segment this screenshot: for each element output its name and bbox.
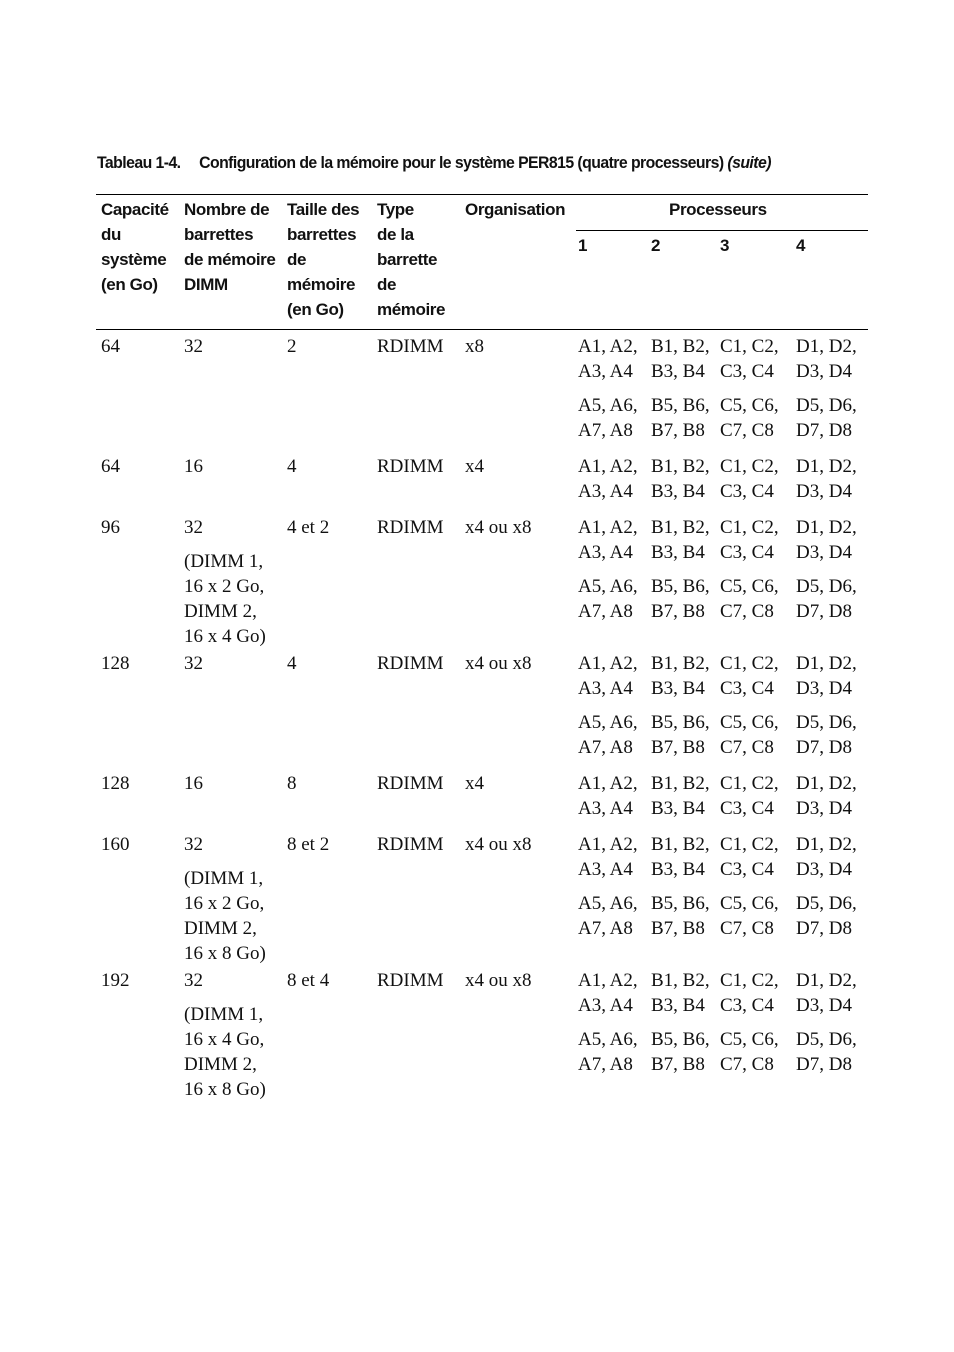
slot-cell-line: D3, D4 bbox=[796, 542, 852, 563]
cell-organisation: x4 ou x8 bbox=[465, 517, 532, 538]
slot-cell-line: D1, D2, bbox=[796, 653, 857, 674]
cell-type: RDIMM bbox=[377, 456, 444, 477]
slot-cell-line: B5, B6, bbox=[651, 712, 710, 733]
slot-cell-line: B3, B4 bbox=[651, 995, 705, 1016]
slot-cell-line: B1, B2, bbox=[651, 773, 710, 794]
slot-cell-line: D1, D2, bbox=[796, 456, 857, 477]
slot-cell-line: A3, A4 bbox=[578, 481, 633, 502]
header-processor-2: 2 bbox=[651, 236, 661, 255]
cell-nombre-line: 32 bbox=[184, 517, 203, 538]
slot-cell-line: D1, D2, bbox=[796, 834, 857, 855]
slot-cell-line: A7, A8 bbox=[578, 918, 633, 939]
cell-type: RDIMM bbox=[377, 834, 444, 855]
slot-cell-line: C3, C4 bbox=[720, 859, 774, 880]
header-capacite-line: (en Go) bbox=[101, 275, 158, 294]
header-processor-1: 1 bbox=[578, 236, 588, 255]
slot-cell-line: B3, B4 bbox=[651, 678, 705, 699]
header-bottom-rule bbox=[96, 329, 868, 330]
slot-cell-line: C5, C6, bbox=[720, 712, 779, 733]
slot-cell-line: C3, C4 bbox=[720, 678, 774, 699]
slot-cell-line: A7, A8 bbox=[578, 601, 633, 622]
slot-cell-line: A3, A4 bbox=[578, 859, 633, 880]
cell-capacite: 96 bbox=[101, 517, 120, 538]
slot-cell-line: A7, A8 bbox=[578, 420, 633, 441]
slot-cell-line: B1, B2, bbox=[651, 834, 710, 855]
slot-cell-line: A1, A2, bbox=[578, 336, 638, 357]
header-processeurs: Processeurs bbox=[669, 200, 767, 219]
cell-nombre-line: 16 x 4 Go) bbox=[184, 626, 266, 647]
slot-cell-line: C1, C2, bbox=[720, 336, 779, 357]
slot-cell-line: B1, B2, bbox=[651, 456, 710, 477]
slot-cell-line: A7, A8 bbox=[578, 737, 633, 758]
slot-cell-line: A5, A6, bbox=[578, 395, 638, 416]
slot-cell-line: D3, D4 bbox=[796, 361, 852, 382]
header-capacite-line: du bbox=[101, 225, 121, 244]
slot-cell-line: C3, C4 bbox=[720, 995, 774, 1016]
cell-nombre-line: 32 bbox=[184, 336, 203, 357]
slot-cell-line: D5, D6, bbox=[796, 1029, 857, 1050]
slot-cell-line: A3, A4 bbox=[578, 678, 633, 699]
slot-cell-line: C3, C4 bbox=[720, 481, 774, 502]
cell-capacite: 160 bbox=[101, 834, 130, 855]
slot-cell-line: A5, A6, bbox=[578, 1029, 638, 1050]
header-organisation: Organisation bbox=[465, 200, 566, 219]
slot-cell-line: B3, B4 bbox=[651, 798, 705, 819]
slot-cell-line: C7, C8 bbox=[720, 601, 774, 622]
slot-cell-line: B7, B8 bbox=[651, 420, 705, 441]
caption-suite: (suite) bbox=[727, 153, 771, 172]
slot-cell-line: A1, A2, bbox=[578, 834, 638, 855]
slot-cell-line: D1, D2, bbox=[796, 336, 857, 357]
slot-cell-line: C1, C2, bbox=[720, 970, 779, 991]
slot-cell-line: C7, C8 bbox=[720, 420, 774, 441]
cell-organisation: x8 bbox=[465, 336, 484, 357]
cell-nombre-line: 16 x 8 Go) bbox=[184, 1079, 266, 1100]
slot-cell-line: C5, C6, bbox=[720, 576, 779, 597]
slot-cell-line: C1, C2, bbox=[720, 834, 779, 855]
table-top-rule bbox=[96, 194, 868, 195]
slot-cell-line: B3, B4 bbox=[651, 361, 705, 382]
cell-nombre-line: (DIMM 1, bbox=[184, 868, 264, 889]
cell-nombre-line: 16 x 4 Go, bbox=[184, 1029, 265, 1050]
slot-cell-line: B7, B8 bbox=[651, 1054, 705, 1075]
slot-cell-line: D7, D8 bbox=[796, 601, 852, 622]
header-type-line: mémoire bbox=[377, 300, 446, 319]
cell-taille: 4 et 2 bbox=[287, 517, 330, 538]
slot-cell-line: D3, D4 bbox=[796, 995, 852, 1016]
header-taille-line: Taille des bbox=[287, 200, 360, 219]
slot-cell-line: A7, A8 bbox=[578, 1054, 633, 1075]
header-taille-line: de bbox=[287, 250, 307, 269]
slot-cell-line: B7, B8 bbox=[651, 737, 705, 758]
cell-nombre-line: DIMM 2, bbox=[184, 1054, 257, 1075]
cell-nombre-line: DIMM 2, bbox=[184, 601, 257, 622]
slot-cell-line: C3, C4 bbox=[720, 798, 774, 819]
slot-cell-line: C3, C4 bbox=[720, 361, 774, 382]
cell-organisation: x4 bbox=[465, 773, 484, 794]
slot-cell-line: B1, B2, bbox=[651, 336, 710, 357]
slot-cell-line: A1, A2, bbox=[578, 653, 638, 674]
cell-taille: 4 bbox=[287, 653, 297, 674]
cell-nombre-line: (DIMM 1, bbox=[184, 1004, 264, 1025]
slot-cell-line: B7, B8 bbox=[651, 601, 705, 622]
cell-organisation: x4 ou x8 bbox=[465, 970, 532, 991]
slot-cell-line: A5, A6, bbox=[578, 576, 638, 597]
slot-cell-line: B3, B4 bbox=[651, 481, 705, 502]
slot-cell-line: B5, B6, bbox=[651, 1029, 710, 1050]
slot-cell-line: A3, A4 bbox=[578, 798, 633, 819]
header-processor-3: 3 bbox=[720, 236, 730, 255]
header-taille-line: (en Go) bbox=[287, 300, 344, 319]
slot-cell-line: D1, D2, bbox=[796, 517, 857, 538]
slot-cell-line: D5, D6, bbox=[796, 576, 857, 597]
caption-label: Tableau 1-4. bbox=[97, 153, 181, 172]
slot-cell-line: D7, D8 bbox=[796, 737, 852, 758]
cell-capacite: 64 bbox=[101, 456, 120, 477]
cell-organisation: x4 bbox=[465, 456, 484, 477]
cell-type: RDIMM bbox=[377, 517, 444, 538]
slot-cell-line: D7, D8 bbox=[796, 1054, 852, 1075]
header-processor-4: 4 bbox=[796, 236, 806, 255]
slot-cell-line: A1, A2, bbox=[578, 517, 638, 538]
slot-cell-line: A1, A2, bbox=[578, 456, 638, 477]
slot-cell-line: C1, C2, bbox=[720, 517, 779, 538]
slot-cell-line: D7, D8 bbox=[796, 918, 852, 939]
slot-cell-line: D5, D6, bbox=[796, 395, 857, 416]
header-taille-line: mémoire bbox=[287, 275, 356, 294]
header-type-line: Type bbox=[377, 200, 414, 219]
slot-cell-line: D3, D4 bbox=[796, 678, 852, 699]
cell-organisation: x4 ou x8 bbox=[465, 834, 532, 855]
slot-cell-line: B1, B2, bbox=[651, 517, 710, 538]
cell-nombre-line: 16 bbox=[184, 773, 203, 794]
header-capacite-line: Capacité bbox=[101, 200, 169, 219]
cell-nombre-line: 32 bbox=[184, 970, 203, 991]
cell-nombre-line: 16 x 8 Go) bbox=[184, 943, 266, 964]
cell-taille: 4 bbox=[287, 456, 297, 477]
slot-cell-line: D5, D6, bbox=[796, 893, 857, 914]
slot-cell-line: A5, A6, bbox=[578, 893, 638, 914]
cell-type: RDIMM bbox=[377, 653, 444, 674]
header-type-line: barrette bbox=[377, 250, 438, 269]
header-nombre-line: Nombre de bbox=[184, 200, 270, 219]
slot-cell-line: C5, C6, bbox=[720, 1029, 779, 1050]
cell-organisation: x4 ou x8 bbox=[465, 653, 532, 674]
cell-capacite: 64 bbox=[101, 336, 120, 357]
header-nombre-line: DIMM bbox=[184, 275, 228, 294]
slot-cell-line: D1, D2, bbox=[796, 773, 857, 794]
cell-taille: 8 et 2 bbox=[287, 834, 330, 855]
slot-cell-line: B5, B6, bbox=[651, 576, 710, 597]
header-nombre-line: barrettes bbox=[184, 225, 254, 244]
slot-cell-line: C3, C4 bbox=[720, 542, 774, 563]
slot-cell-line: D7, D8 bbox=[796, 420, 852, 441]
header-nombre-line: de mémoire bbox=[184, 250, 276, 269]
cell-taille: 2 bbox=[287, 336, 297, 357]
slot-cell-line: D3, D4 bbox=[796, 481, 852, 502]
slot-cell-line: C5, C6, bbox=[720, 893, 779, 914]
cell-taille: 8 bbox=[287, 773, 297, 794]
slot-cell-line: B3, B4 bbox=[651, 859, 705, 880]
slot-cell-line: A3, A4 bbox=[578, 542, 633, 563]
cell-capacite: 128 bbox=[101, 653, 130, 674]
cell-type: RDIMM bbox=[377, 773, 444, 794]
slot-cell-line: B7, B8 bbox=[651, 918, 705, 939]
cell-nombre-line: 16 x 2 Go, bbox=[184, 893, 265, 914]
header-type-line: de bbox=[377, 275, 397, 294]
slot-cell-line: D3, D4 bbox=[796, 798, 852, 819]
slot-cell-line: D3, D4 bbox=[796, 859, 852, 880]
slot-cell-line: C5, C6, bbox=[720, 395, 779, 416]
header-taille-line: barrettes bbox=[287, 225, 357, 244]
slot-cell-line: C1, C2, bbox=[720, 456, 779, 477]
slot-cell-line: A3, A4 bbox=[578, 361, 633, 382]
cell-capacite: 192 bbox=[101, 970, 130, 991]
slot-cell-line: A1, A2, bbox=[578, 970, 638, 991]
cell-type: RDIMM bbox=[377, 970, 444, 991]
cell-nombre-line: DIMM 2, bbox=[184, 918, 257, 939]
header-capacite-line: système bbox=[101, 250, 167, 269]
cell-capacite: 128 bbox=[101, 773, 130, 794]
caption-title: Configuration de la mémoire pour le système PER815 (quatre processeurs) bbox=[199, 153, 724, 172]
cell-nombre-line: 32 bbox=[184, 653, 203, 674]
slot-cell-line: A3, A4 bbox=[578, 995, 633, 1016]
slot-cell-line: B1, B2, bbox=[651, 653, 710, 674]
slot-cell-line: C7, C8 bbox=[720, 1054, 774, 1075]
slot-cell-line: A1, A2, bbox=[578, 773, 638, 794]
slot-cell-line: A5, A6, bbox=[578, 712, 638, 733]
slot-cell-line: C1, C2, bbox=[720, 653, 779, 674]
cell-taille: 8 et 4 bbox=[287, 970, 330, 991]
cell-nombre-line: 16 x 2 Go, bbox=[184, 576, 265, 597]
cell-nombre-line: (DIMM 1, bbox=[184, 551, 264, 572]
header-type-line: de la bbox=[377, 225, 414, 244]
slot-cell-line: B5, B6, bbox=[651, 893, 710, 914]
processeurs-sub-rule bbox=[576, 230, 868, 231]
slot-cell-line: B1, B2, bbox=[651, 970, 710, 991]
slot-cell-line: B3, B4 bbox=[651, 542, 705, 563]
slot-cell-line: B5, B6, bbox=[651, 395, 710, 416]
cell-type: RDIMM bbox=[377, 336, 444, 357]
table-caption bbox=[97, 153, 813, 173]
slot-cell-line: D5, D6, bbox=[796, 712, 857, 733]
cell-nombre-line: 32 bbox=[184, 834, 203, 855]
slot-cell-line: C7, C8 bbox=[720, 918, 774, 939]
slot-cell-line: C7, C8 bbox=[720, 737, 774, 758]
slot-cell-line: C1, C2, bbox=[720, 773, 779, 794]
cell-nombre-line: 16 bbox=[184, 456, 203, 477]
slot-cell-line: D1, D2, bbox=[796, 970, 857, 991]
